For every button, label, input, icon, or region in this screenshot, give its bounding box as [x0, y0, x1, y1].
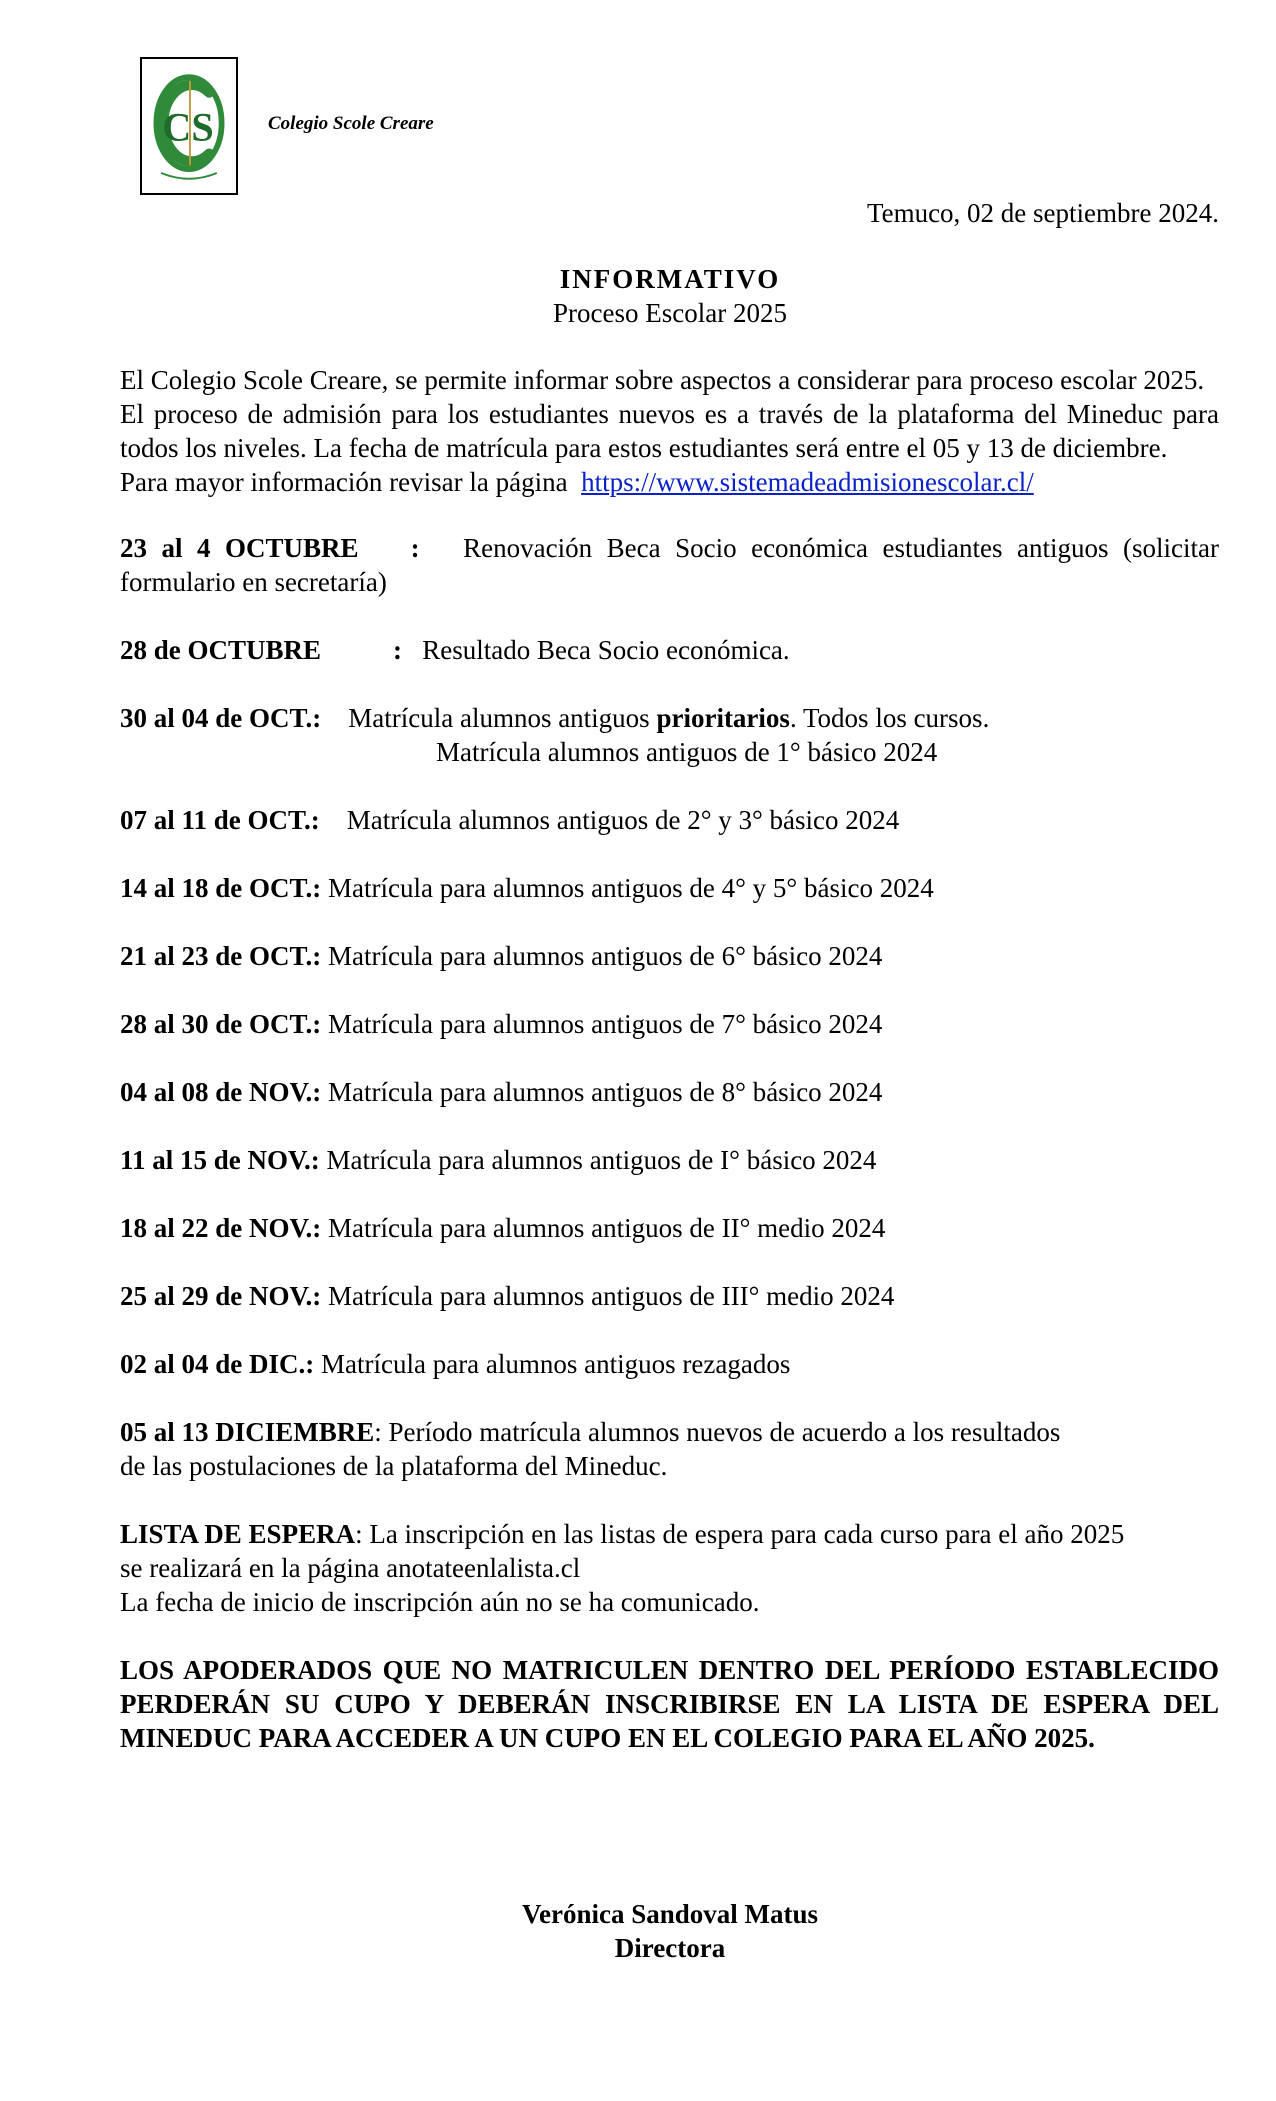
logo-initials: CS — [162, 104, 214, 150]
schedule-item-line2: de las postulaciones de la plataforma del Mineduc. — [120, 1451, 668, 1481]
schedule-item — [120, 633, 1219, 667]
schedule-item — [120, 1143, 1219, 1177]
schedule-item-line2: Matrícula alumnos antiguos de 1° básico 2024 — [436, 737, 938, 767]
schedule-text: Matrícula para alumnos antiguos de 8° básico 2024 — [328, 1077, 883, 1107]
schedule-text: Matrícula para alumnos antiguos rezagados — [321, 1349, 791, 1379]
schedule-date: 11 al 15 de NOV.: — [120, 1145, 320, 1175]
info-label: Para mayor información revisar la página — [120, 467, 568, 497]
school-crest-icon — [142, 59, 236, 193]
schedule-item — [120, 531, 1219, 599]
schedule-date: 05 al 13 DICIEMBRE — [120, 1417, 375, 1447]
schedule-item — [120, 701, 1219, 735]
schedule-date: 18 al 22 de NOV.: — [120, 1213, 322, 1243]
intro-paragraph-3 — [120, 465, 1219, 499]
schedule-text: Matrícula para alumnos antiguos de 4° y 5° básico 2024 — [328, 873, 934, 903]
signatory-role: Directora — [614, 1933, 726, 1963]
schedule-date: 23 al 4 OCTUBRE — [120, 533, 359, 563]
schedule-item — [120, 803, 1219, 837]
admission-link[interactable]: https://www.sistemadeadmisionescolar.cl/ — [581, 467, 1034, 497]
schedule-text-emphasis: prioritarios — [656, 703, 790, 733]
schedule-separator: : — [410, 533, 420, 563]
schedule-date: 28 al 30 de OCT.: — [120, 1009, 322, 1039]
schedule-text: : Período matrícula alumnos nuevos de acuerdo a los resultados — [374, 1417, 1061, 1447]
schedule-date: 04 al 08 de NOV.: — [120, 1077, 322, 1107]
schedule-text-tail: . Todos los cursos. — [789, 703, 990, 733]
schedule-date: 21 al 23 de OCT.: — [120, 941, 322, 971]
signatory-name: Verónica Sandoval Matus — [521, 1899, 819, 1929]
schedule-item — [120, 1347, 1219, 1381]
schedule-text: Matrícula para alumnos antiguos de II° medio 2024 — [328, 1213, 886, 1243]
waitlist-text: : La inscripción en las listas de espera para cada curso para el año 2025 — [355, 1519, 1125, 1549]
document-body — [120, 363, 1219, 1755]
schedule-separator: : — [393, 635, 403, 665]
schedule-text: Matrícula para alumnos antiguos de 7° básico 2024 — [328, 1009, 883, 1039]
schedule-text: Matrícula para alumnos antiguos de I° básico 2024 — [326, 1145, 877, 1175]
schedule-item — [120, 939, 1219, 973]
waitlist-line-2: se realizará en la página anotateenlalista.cl — [120, 1553, 581, 1583]
waitlist-line-1 — [120, 1517, 1219, 1551]
schedule-text: Resultado Beca Socio económica. — [422, 635, 790, 665]
schedule-text: Renovación Beca Socio económica estudiantes antiguos (solicitar formulario en secretaría) — [120, 533, 1220, 597]
schedule-date: 28 de OCTUBRE — [120, 635, 322, 665]
warning-notice: LOS APODERADOS QUE NO MATRICULEN DENTRO DEL PERÍODO ESTABLECIDO PERDERÁN SU CUPO Y DEBERÁN INSCRIBIRSE EN LA LISTA DE ESPERA DEL MINEDUC PARA ACCEDER A UN CUPO EN EL COLEGIO PARA EL AÑO 2025. — [120, 1655, 1219, 1753]
intro-paragraph-1: El Colegio Scole Creare, se permite informar sobre aspectos a considerar para proceso escolar 2025. — [120, 365, 1205, 395]
schedule-date: 07 al 11 de OCT.: — [120, 805, 320, 835]
schedule-item — [120, 871, 1219, 905]
document-title: INFORMATIVO — [559, 264, 781, 294]
document-subtitle: Proceso Escolar 2025 — [553, 298, 787, 328]
schedule-date: 30 al 04 de OCT.: — [120, 703, 322, 733]
intro-paragraph-2: El proceso de admisión para los estudiantes nuevos es a través de la plataforma del Mineduc para todos los niveles. La fecha de matrícula para estos estudiantes será entre el 05 y 13 de diciembre. — [120, 399, 1219, 463]
document-date: Temuco, 02 de septiembre 2024. — [866, 198, 1219, 228]
schedule-date: 14 al 18 de OCT.: — [120, 873, 322, 903]
waitlist-line-3: La fecha de inicio de inscripción aún no se ha comunicado. — [120, 1587, 760, 1617]
schedule-text: Matrícula para alumnos antiguos de III° medio 2024 — [328, 1281, 895, 1311]
schedule-item — [120, 1211, 1219, 1245]
school-name: Colegio Scole Creare — [268, 113, 434, 134]
school-logo — [140, 57, 238, 195]
waitlist-label: LISTA DE ESPERA — [120, 1519, 356, 1549]
schedule-item — [120, 1075, 1219, 1109]
schedule-date: 02 al 04 de DIC.: — [120, 1349, 315, 1379]
schedule-text: Matrícula alumnos antiguos — [348, 703, 650, 733]
schedule-date: 25 al 29 de NOV.: — [120, 1281, 322, 1311]
schedule-text: Matrícula para alumnos antiguos de 6° básico 2024 — [328, 941, 883, 971]
schedule-text: Matrícula alumnos antiguos de 2° y 3° básico 2024 — [346, 805, 900, 835]
schedule-item — [120, 1279, 1219, 1313]
signature-block — [0, 1897, 1276, 1965]
schedule-item — [120, 1007, 1219, 1041]
schedule-item — [120, 1415, 1219, 1449]
